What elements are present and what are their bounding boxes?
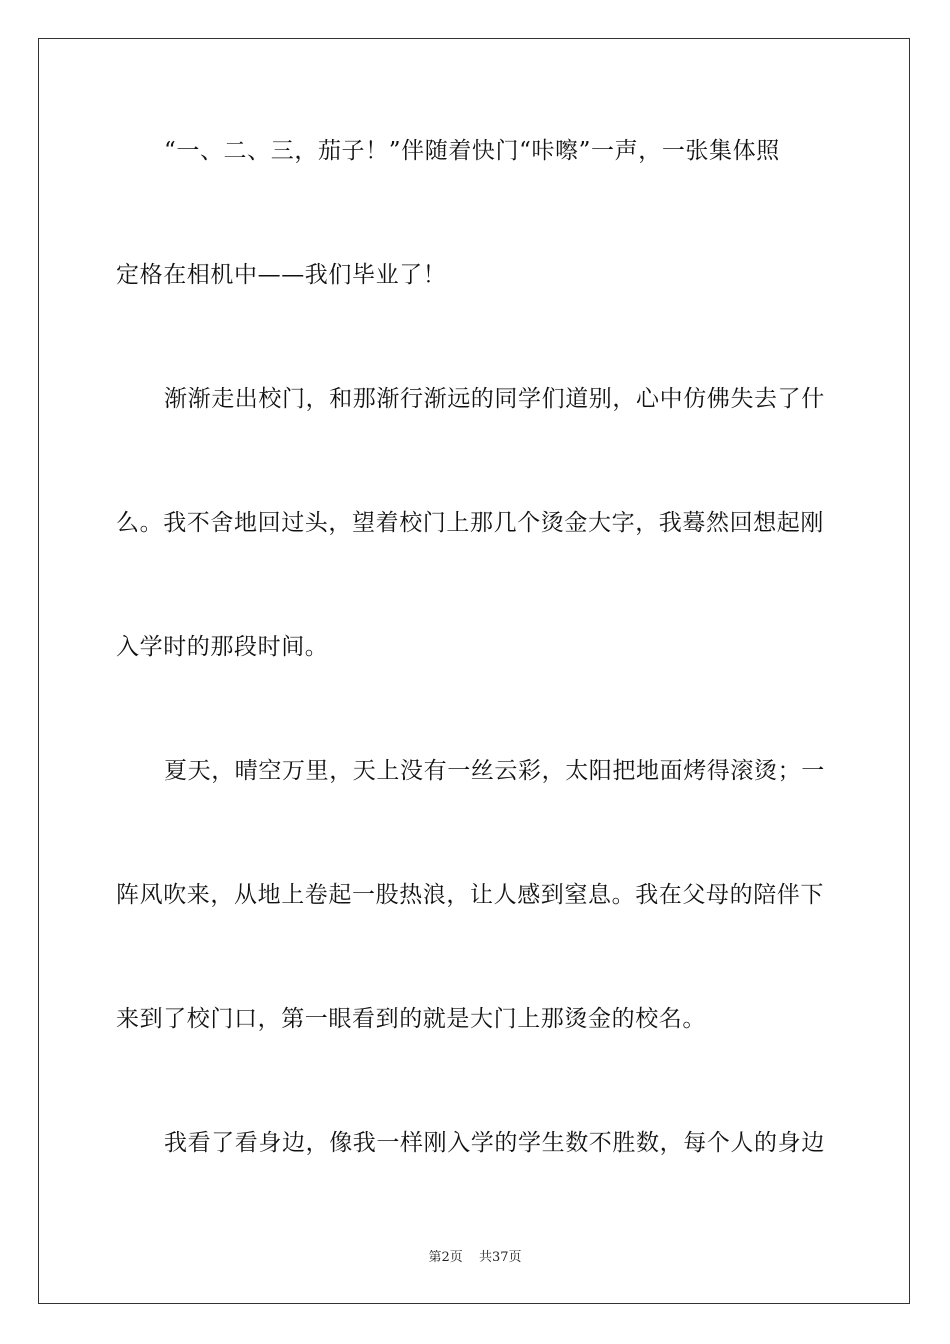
paragraph-1-line-1: “一、二、三，茄子！”伴随着快门“咔嚓”一声，一张集体照 xyxy=(164,138,780,164)
page-number: 第2页 xyxy=(428,1250,463,1265)
paragraph-1-line-2: 定格在相机中——我们毕业了！ xyxy=(116,262,447,288)
page-footer xyxy=(0,1246,950,1265)
paragraph-4-line-1: 我看了看身边，像我一样刚入学的学生数不胜数，每个人的身边 xyxy=(164,1130,825,1156)
paragraph-3-line-3: 来到了校门口，第一眼看到的就是大门上那烫金的校名。 xyxy=(116,1006,706,1032)
paragraph-2-line-3: 入学时的那段时间。 xyxy=(116,634,329,660)
page-total: 共37页 xyxy=(478,1250,522,1265)
page-border xyxy=(38,38,910,1304)
paragraph-2-line-1: 渐渐走出校门，和那渐行渐远的同学们道别，心中仿佛失去了什 xyxy=(164,386,825,412)
paragraph-2-line-2: 么。我不舍地回过头，望着校门上那几个烫金大字，我蓦然回想起刚 xyxy=(116,510,824,536)
paragraph-3-line-2: 阵风吹来，从地上卷起一股热浪，让人感到窒息。我在父母的陪伴下 xyxy=(116,882,824,908)
paragraph-3-line-1: 夏天，晴空万里，天上没有一丝云彩，太阳把地面烤得滚烫；一 xyxy=(164,758,825,784)
